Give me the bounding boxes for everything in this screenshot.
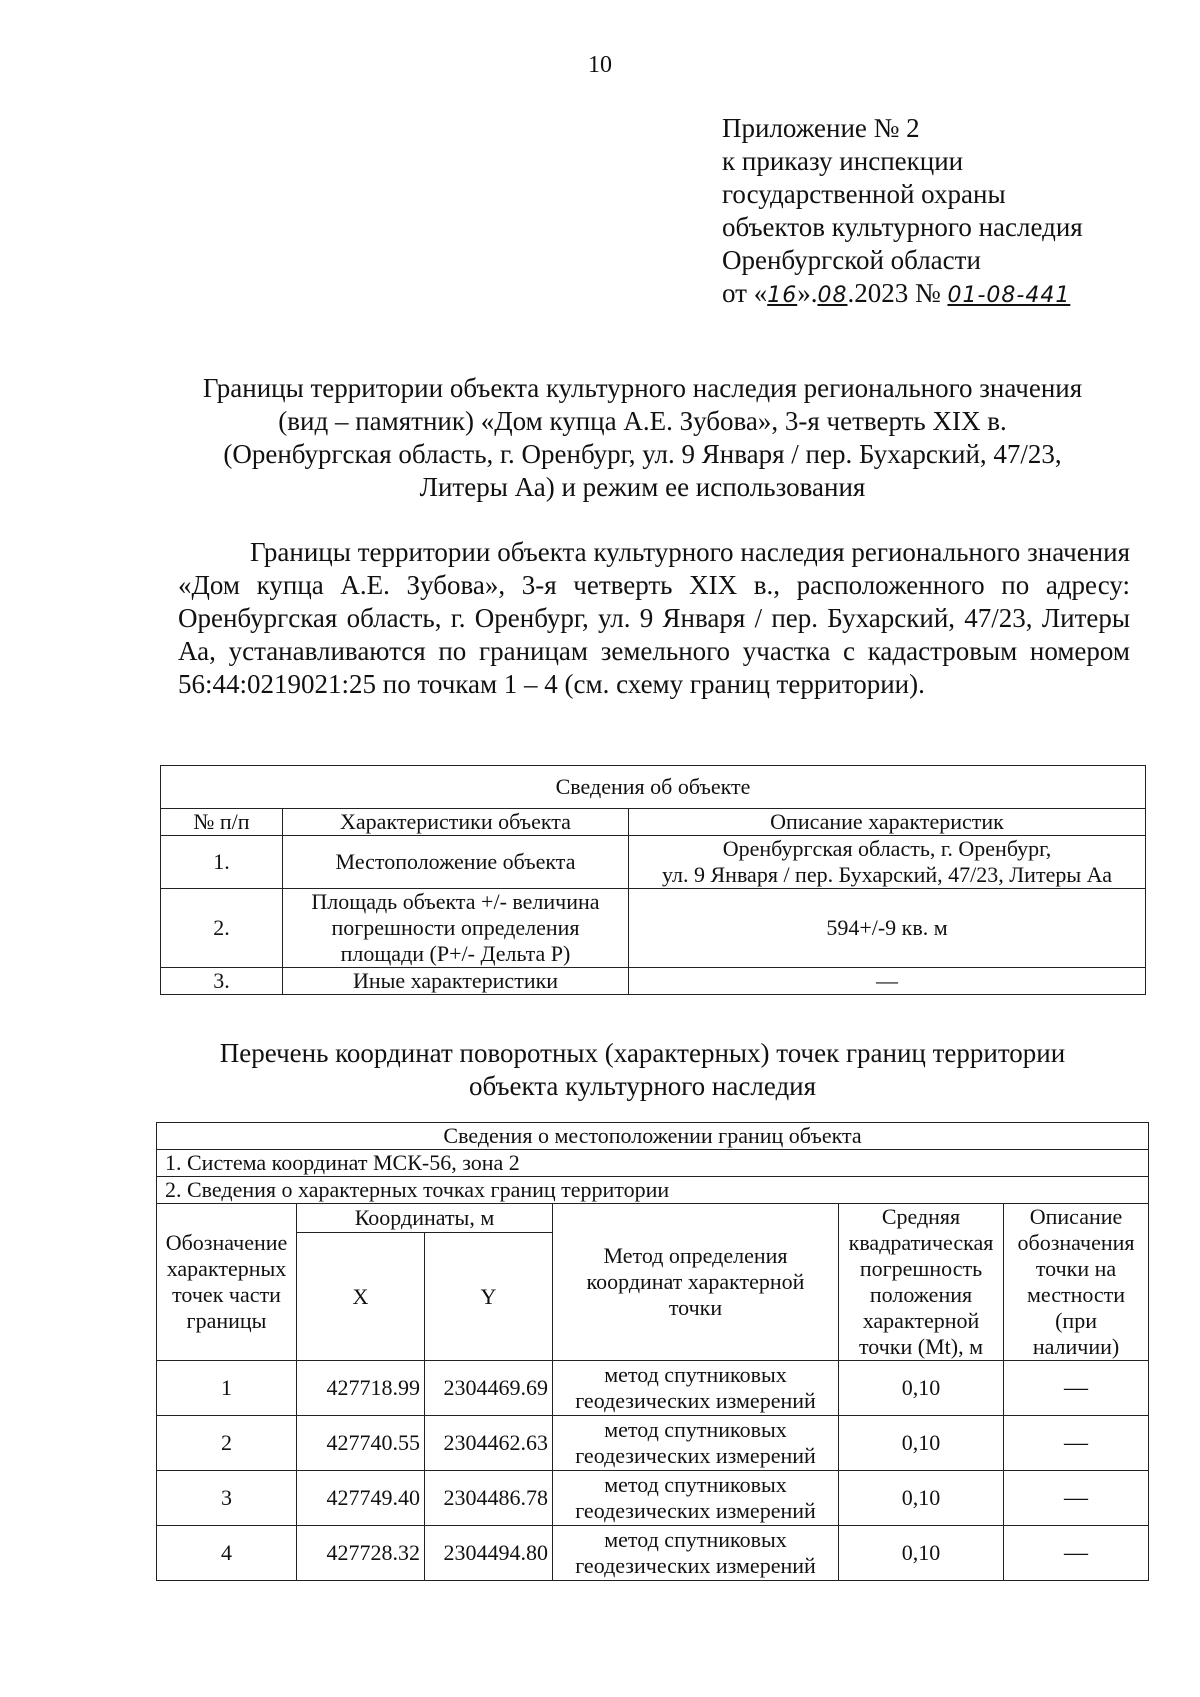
- header-line: (при: [1055, 1308, 1097, 1333]
- description-cell: 594+/-9 кв. м: [629, 889, 1146, 968]
- header-line: характерной: [862, 1308, 980, 1333]
- point-number: 3: [157, 1471, 297, 1526]
- column-header: Характеристики объекта: [283, 809, 629, 836]
- date-mid: ».: [797, 278, 818, 308]
- description-cell: [629, 836, 1146, 889]
- table-row: [157, 1416, 1149, 1471]
- header-line: границы: [186, 1308, 267, 1333]
- description-line: Оренбургская область, г. Оренбург,: [722, 836, 1052, 861]
- table-row: [157, 1526, 1149, 1581]
- section-title-line: объекта культурного наследия: [468, 1071, 817, 1101]
- method-line: геодезических измерений: [575, 1388, 816, 1413]
- header-line: Обозначение: [165, 1230, 288, 1255]
- method-cell: [553, 1471, 839, 1526]
- method-line: геодезических измерений: [575, 1553, 816, 1578]
- y-value: 2304462.63: [425, 1416, 553, 1471]
- table-caption: Сведения об объекте: [161, 766, 1146, 809]
- column-header: № п/п: [161, 809, 283, 836]
- title-line: Литеры Аа) и режим ее использования: [419, 472, 866, 502]
- characteristic-line: Площадь объекта +/- величина: [311, 889, 600, 914]
- description-cell: —: [629, 968, 1146, 995]
- section-title: [150, 1037, 1135, 1103]
- description-value: —: [1004, 1416, 1149, 1471]
- table-caption: Сведения о местоположении границ объекта: [157, 1123, 1149, 1150]
- method-line: метод спутниковых: [604, 1527, 787, 1552]
- characteristic-cell: Местоположение объекта: [283, 836, 629, 889]
- header-line: Описание: [1029, 1204, 1123, 1229]
- header-line: характерных: [166, 1256, 287, 1281]
- appendix-header: [722, 112, 1083, 312]
- characteristic-line: площади (Р+/- Дельта Р): [340, 941, 571, 966]
- header-line: точки (Mt), м: [858, 1334, 984, 1359]
- appendix-date-line: [722, 277, 1083, 312]
- appendix-title: Приложение № 2: [722, 113, 920, 143]
- coordinates-table: [156, 1122, 1149, 1581]
- description-line: ул. 9 Января / пер. Бухарский, 47/23, Литеры Аа: [662, 862, 1112, 887]
- table-row: [161, 968, 1146, 995]
- date-year: .2023 №: [847, 278, 941, 308]
- y-value: 2304486.78: [425, 1471, 553, 1526]
- error-value: 0,10: [839, 1416, 1004, 1471]
- header-line: точек части: [172, 1282, 281, 1307]
- method-cell: [553, 1526, 839, 1581]
- x-value: 427728.32: [297, 1526, 425, 1581]
- characteristic-cell: [283, 889, 629, 968]
- title-line: (вид – памятник) «Дом купца А.Е. Зубова», 3-я четверть XIX в.: [278, 406, 1007, 436]
- handwritten-day: 16: [767, 283, 798, 308]
- header-line: координат характерной: [586, 1269, 805, 1294]
- handwritten-order-number: 01-08-441: [947, 283, 1071, 308]
- error-value: 0,10: [839, 1471, 1004, 1526]
- method-line: метод спутниковых: [604, 1472, 787, 1497]
- appendix-line: к приказу инспекции: [722, 146, 964, 176]
- header-line: местности: [1026, 1282, 1126, 1307]
- header-line: Метод определения: [603, 1243, 788, 1268]
- appendix-line: государственной охраны: [722, 179, 1006, 209]
- document-title: [150, 372, 1135, 504]
- header-line: точки на: [1035, 1256, 1117, 1281]
- description-value: —: [1004, 1361, 1149, 1416]
- designation-header: [157, 1204, 297, 1361]
- header-line: наличии): [1032, 1334, 1120, 1359]
- characteristic-cell: Иные характеристики: [283, 968, 629, 995]
- table-row: [161, 836, 1146, 889]
- y-header: Y: [425, 1233, 553, 1361]
- error-value: 0,10: [839, 1526, 1004, 1581]
- row-number: 2.: [161, 889, 283, 968]
- title-line: (Оренбургская область, г. Оренбург, ул. 9 Января / пер. Бухарский, 47/23,: [223, 439, 1062, 469]
- header-line: Средняя: [881, 1204, 961, 1229]
- y-value: 2304494.80: [425, 1526, 553, 1581]
- coordinates-header: Координаты, м: [297, 1204, 553, 1233]
- header-line: квадратическая: [848, 1230, 994, 1255]
- header-line: положения: [869, 1282, 973, 1307]
- y-value: 2304469.69: [425, 1361, 553, 1416]
- description-header: [1004, 1204, 1149, 1361]
- header-line: обозначения: [1017, 1230, 1135, 1255]
- handwritten-month: 08: [817, 283, 848, 308]
- x-value: 427740.55: [297, 1416, 425, 1471]
- method-cell: [553, 1361, 839, 1416]
- point-number: 1: [157, 1361, 297, 1416]
- point-number: 2: [157, 1416, 297, 1471]
- table-row: [157, 1361, 1149, 1416]
- method-header: [553, 1204, 839, 1361]
- method-cell: [553, 1416, 839, 1471]
- page-number: 10: [588, 52, 612, 78]
- row-number: 1.: [161, 836, 283, 889]
- row-number: 3.: [161, 968, 283, 995]
- point-number: 4: [157, 1526, 297, 1581]
- method-line: метод спутниковых: [604, 1417, 787, 1442]
- x-value: 427749.40: [297, 1471, 425, 1526]
- characteristic-line: погрешности определения: [331, 915, 580, 940]
- method-line: геодезических измерений: [575, 1443, 816, 1468]
- x-value: 427718.99: [297, 1361, 425, 1416]
- section-title-line: Перечень координат поворотных (характерных) точек границ территории: [219, 1038, 1066, 1068]
- description-value: —: [1004, 1471, 1149, 1526]
- title-line: Границы территории объекта культурного наследия регионального значения: [202, 373, 1083, 403]
- points-heading: 2. Сведения о характерных точках границ территории: [157, 1177, 1149, 1204]
- column-header: Описание характеристик: [629, 809, 1146, 836]
- method-line: метод спутниковых: [604, 1362, 787, 1387]
- method-line: геодезических измерений: [575, 1498, 816, 1523]
- appendix-line: объектов культурного наследия: [722, 212, 1083, 242]
- error-header: [839, 1204, 1004, 1361]
- header-line: точки: [668, 1295, 723, 1320]
- table-row: [161, 889, 1146, 968]
- intro-paragraph: Границы территории объекта культурного наследия регионального значения «Дом купца А.Е. Зубова», 3-я четверть XIX в., расположенного по адресу: Оренбургская область, г. Оренбург, ул. 9 Января / пер. Бухарский, 47/23, Литеры Аа, устанавливаются по границам земельного участка с кадастровым номером 56:44:0219021:25 по точкам 1 – 4 (см. схему границ территории).: [178, 537, 1130, 699]
- error-value: 0,10: [839, 1361, 1004, 1416]
- table-row: [157, 1471, 1149, 1526]
- date-prefix: от «: [722, 278, 768, 308]
- object-info-table: [160, 765, 1146, 995]
- coordinate-system: 1. Система координат МСК-56, зона 2: [157, 1150, 1149, 1177]
- header-line: погрешность: [859, 1256, 983, 1281]
- description-value: —: [1004, 1526, 1149, 1581]
- appendix-line: Оренбургской области: [722, 245, 981, 275]
- x-header: X: [297, 1233, 425, 1361]
